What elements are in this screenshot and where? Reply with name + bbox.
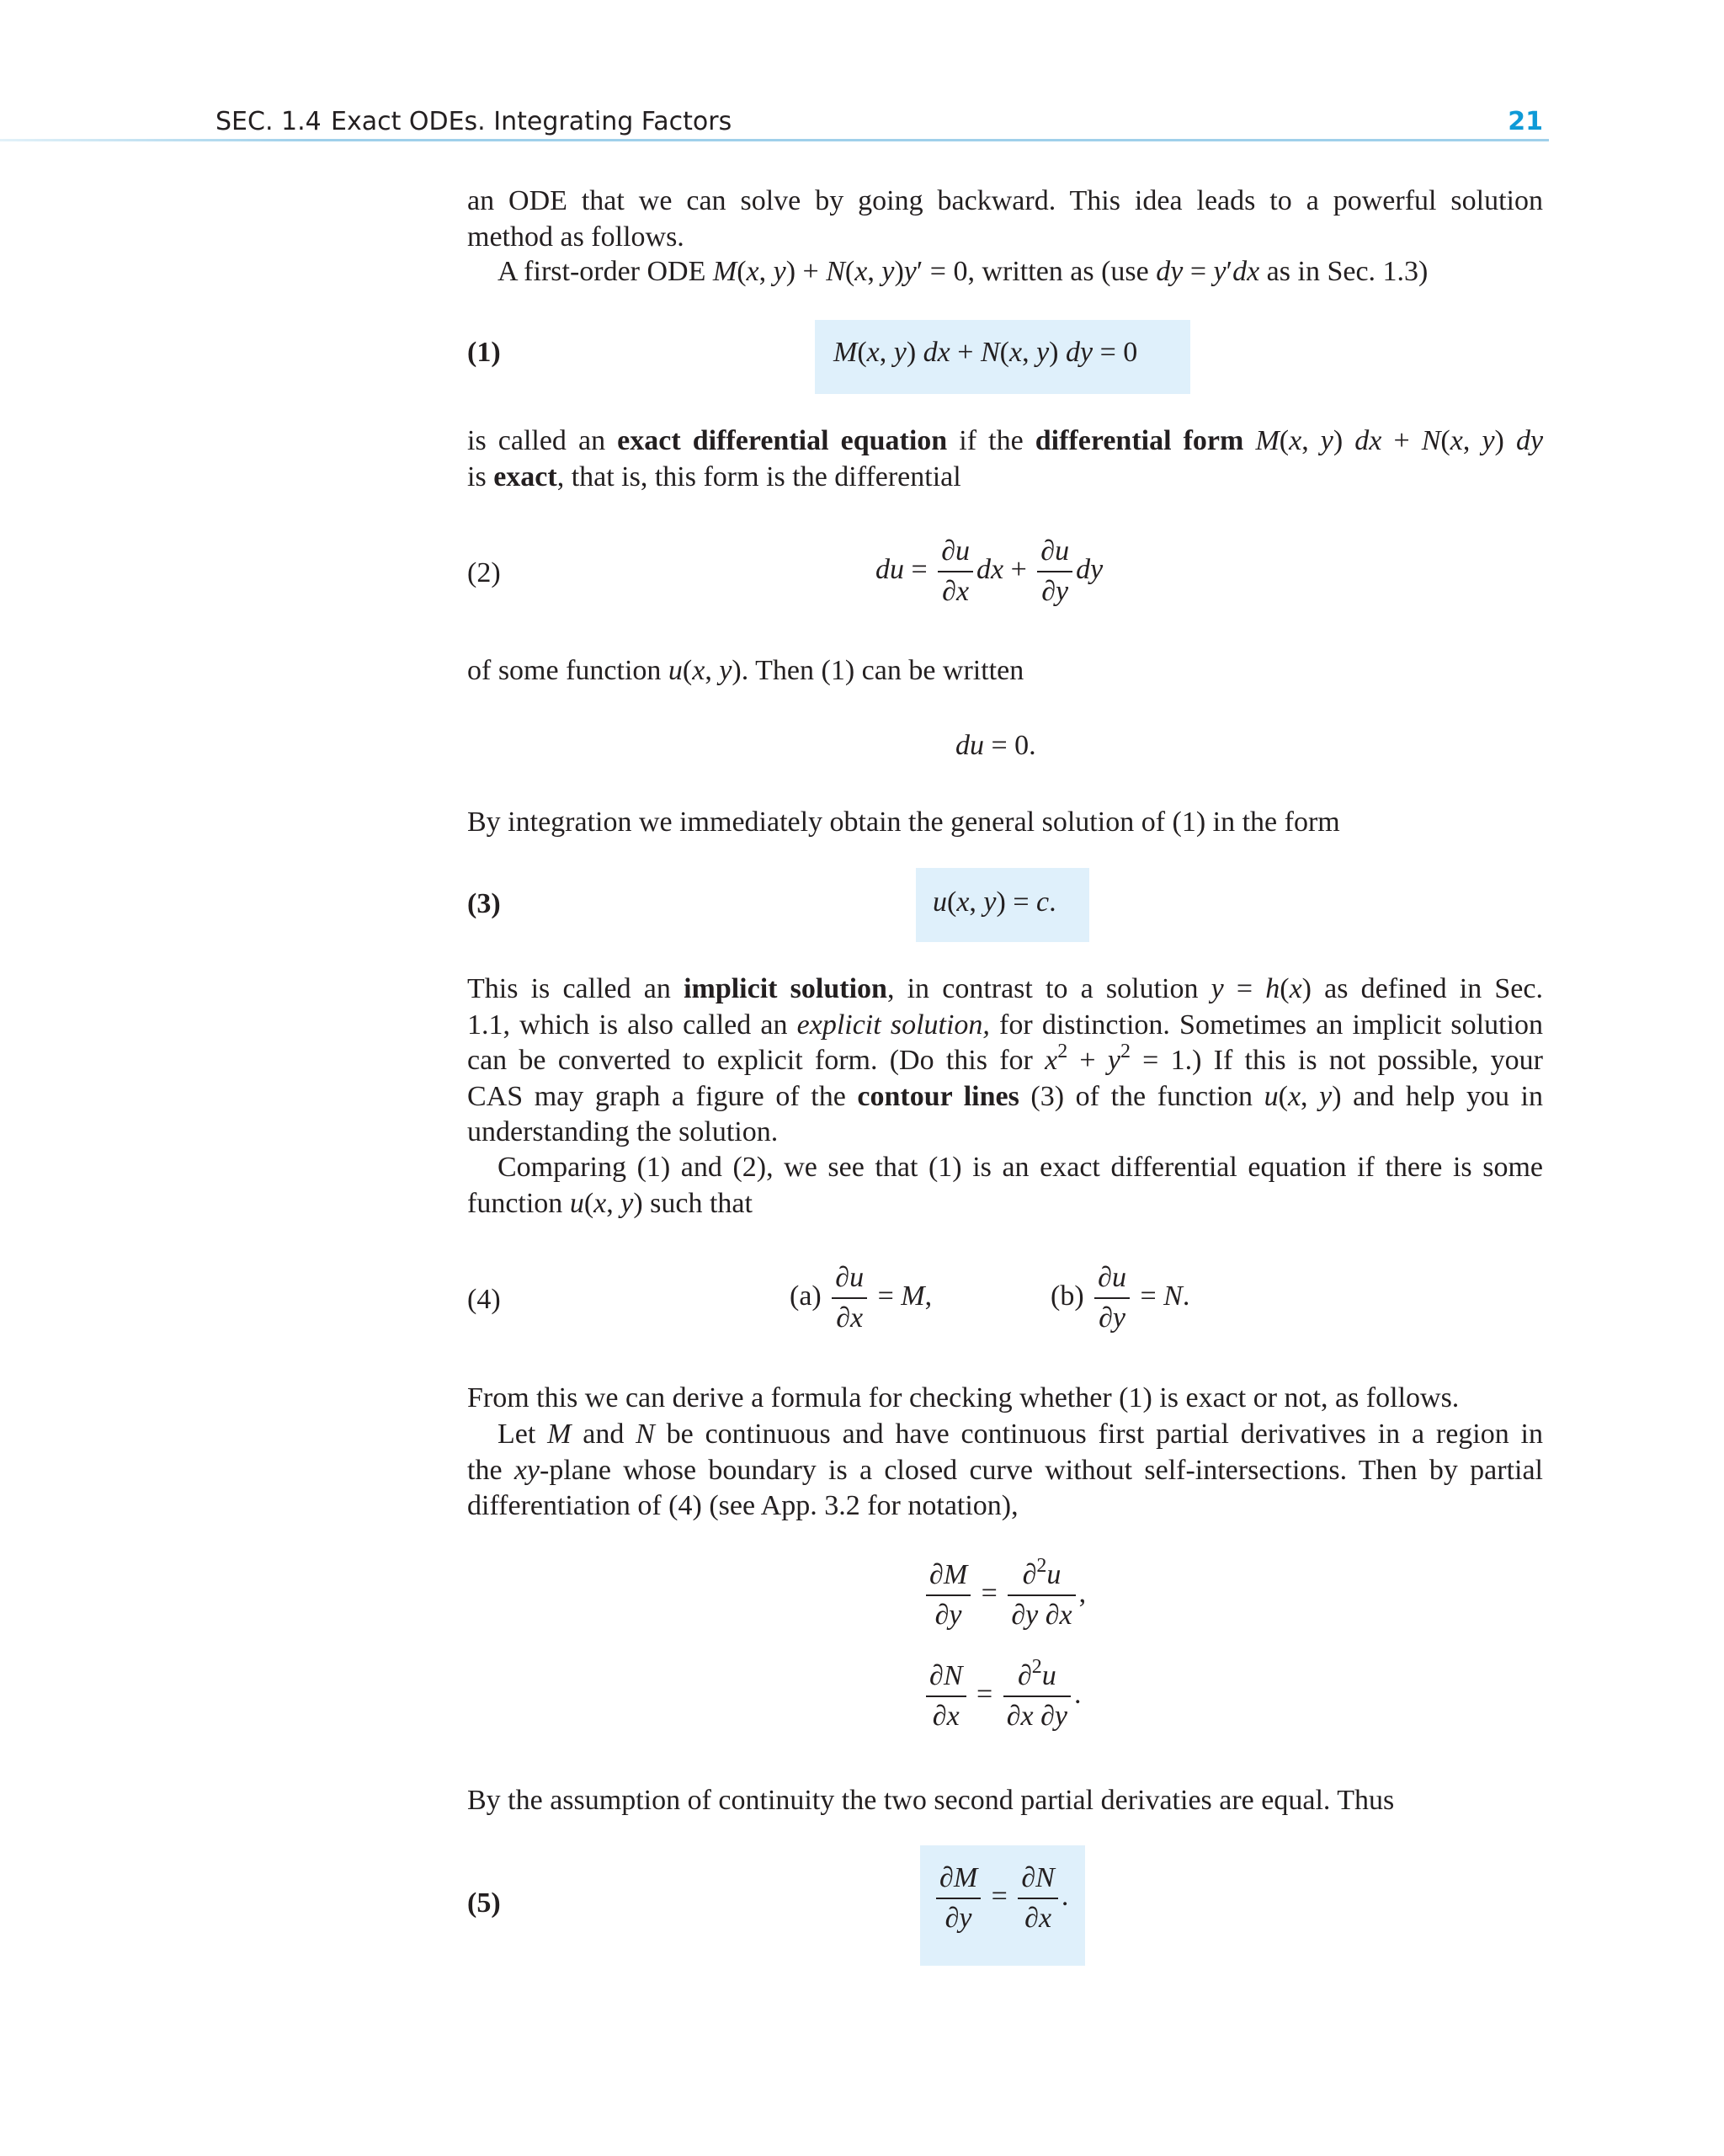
equation-label-1: (1) — [467, 337, 501, 368]
section-title: Exact ODEs. Integrating Factors — [331, 107, 732, 136]
running-header — [216, 101, 1543, 143]
page-number: 21 — [1508, 107, 1543, 136]
equation-4a: (a) $\frac{\partial u}{\partial x}$ = M, — [790, 1259, 932, 1338]
paragraph-integration: By integration we immediately obtain the general solution of (1) in the form — [467, 807, 1340, 838]
paragraph-implicit-solution: This is called an implicit solution, in contrast to a solution y = h(x) as defined in Sec. 1.1, which is also called an explicit solution, for distinction. Sometimes an implicit solution can be converted to explicit form. (Do this for $x^2 + y^2 = 1$.) If this is not possible, your CAS may graph a figure of the contour lines (3) of the function u(x, y) and help you in understanding the solution. — [467, 973, 1543, 1147]
equation-1: M(x, y) dx + N(x, y) dy = 0 — [833, 337, 1138, 368]
paragraph-first-order: A first-order ODE M(x, y) + N(x, y)y′ = 0, written as (use dy = y′dx as in Sec. 1.3) — [498, 256, 1429, 287]
equation-label-3: (3) — [467, 888, 501, 919]
equation-2: du = $\frac{\partial u}{\partial x}$ dx + $\frac{\partial u}{\partial y}$ dy — [875, 532, 1103, 611]
paragraph-comparing: Comparing (1) and (2), we see that (1) is an exact differential equation if there is some function u(x, y) such that — [467, 1152, 1543, 1219]
equation-label-4: (4) — [467, 1284, 501, 1315]
equation-label-2: (2) — [467, 557, 501, 588]
equation-3: u(x, y) = c. — [933, 886, 1056, 918]
equation-4b: (b) $\frac{\partial u}{\partial y}$ = N. — [1051, 1259, 1189, 1338]
header-rule — [0, 139, 1549, 141]
equation-mixed-partial-M: $\frac{\partial M}{\partial y}$ = $\frac{\partial^2u}{\partial y \partial x}$ , — [923, 1556, 1086, 1635]
paragraph-continuity: Let M and N be continuous and have continuous first partial derivatives in a region in the xy-plane whose boundary is a closed curve without self-intersections. Then by partial differentiation of (4) (see App. 3.2 for notation), — [467, 1419, 1544, 1521]
equation-label-5: (5) — [467, 1887, 501, 1919]
paragraph-checking: From this we can derive a formula for checking whether (1) is exact or not, as follows. — [467, 1382, 1460, 1413]
equation-du-zero: du = 0. — [955, 730, 1036, 761]
paragraph-function-u: of some function u(x, y). Then (1) can be written — [467, 655, 1024, 686]
equation-5: $\frac{\partial M}{\partial y}$ = $\frac{\partial N}{\partial x}$ . — [933, 1859, 1068, 1938]
paragraph-exact-definition: is called an exact differential equation if the differential form M(x, y) dx + N(x, y) dy is exact, that is, this form is the differential — [467, 425, 1544, 492]
equation-mixed-partial-N: $\frac{\partial N}{\partial x}$ = $\frac{\partial^2u}{\partial x \partial y}$ . — [923, 1657, 1082, 1736]
paragraph-intro: an ODE that we can solve by going backward. This idea leads to a powerful solution method as follows. — [467, 185, 1543, 253]
paragraph-thus: By the assumption of continuity the two second partial derivaties are equal. Thus — [467, 1785, 1395, 1816]
section-number: SEC. 1.4 — [216, 107, 322, 136]
